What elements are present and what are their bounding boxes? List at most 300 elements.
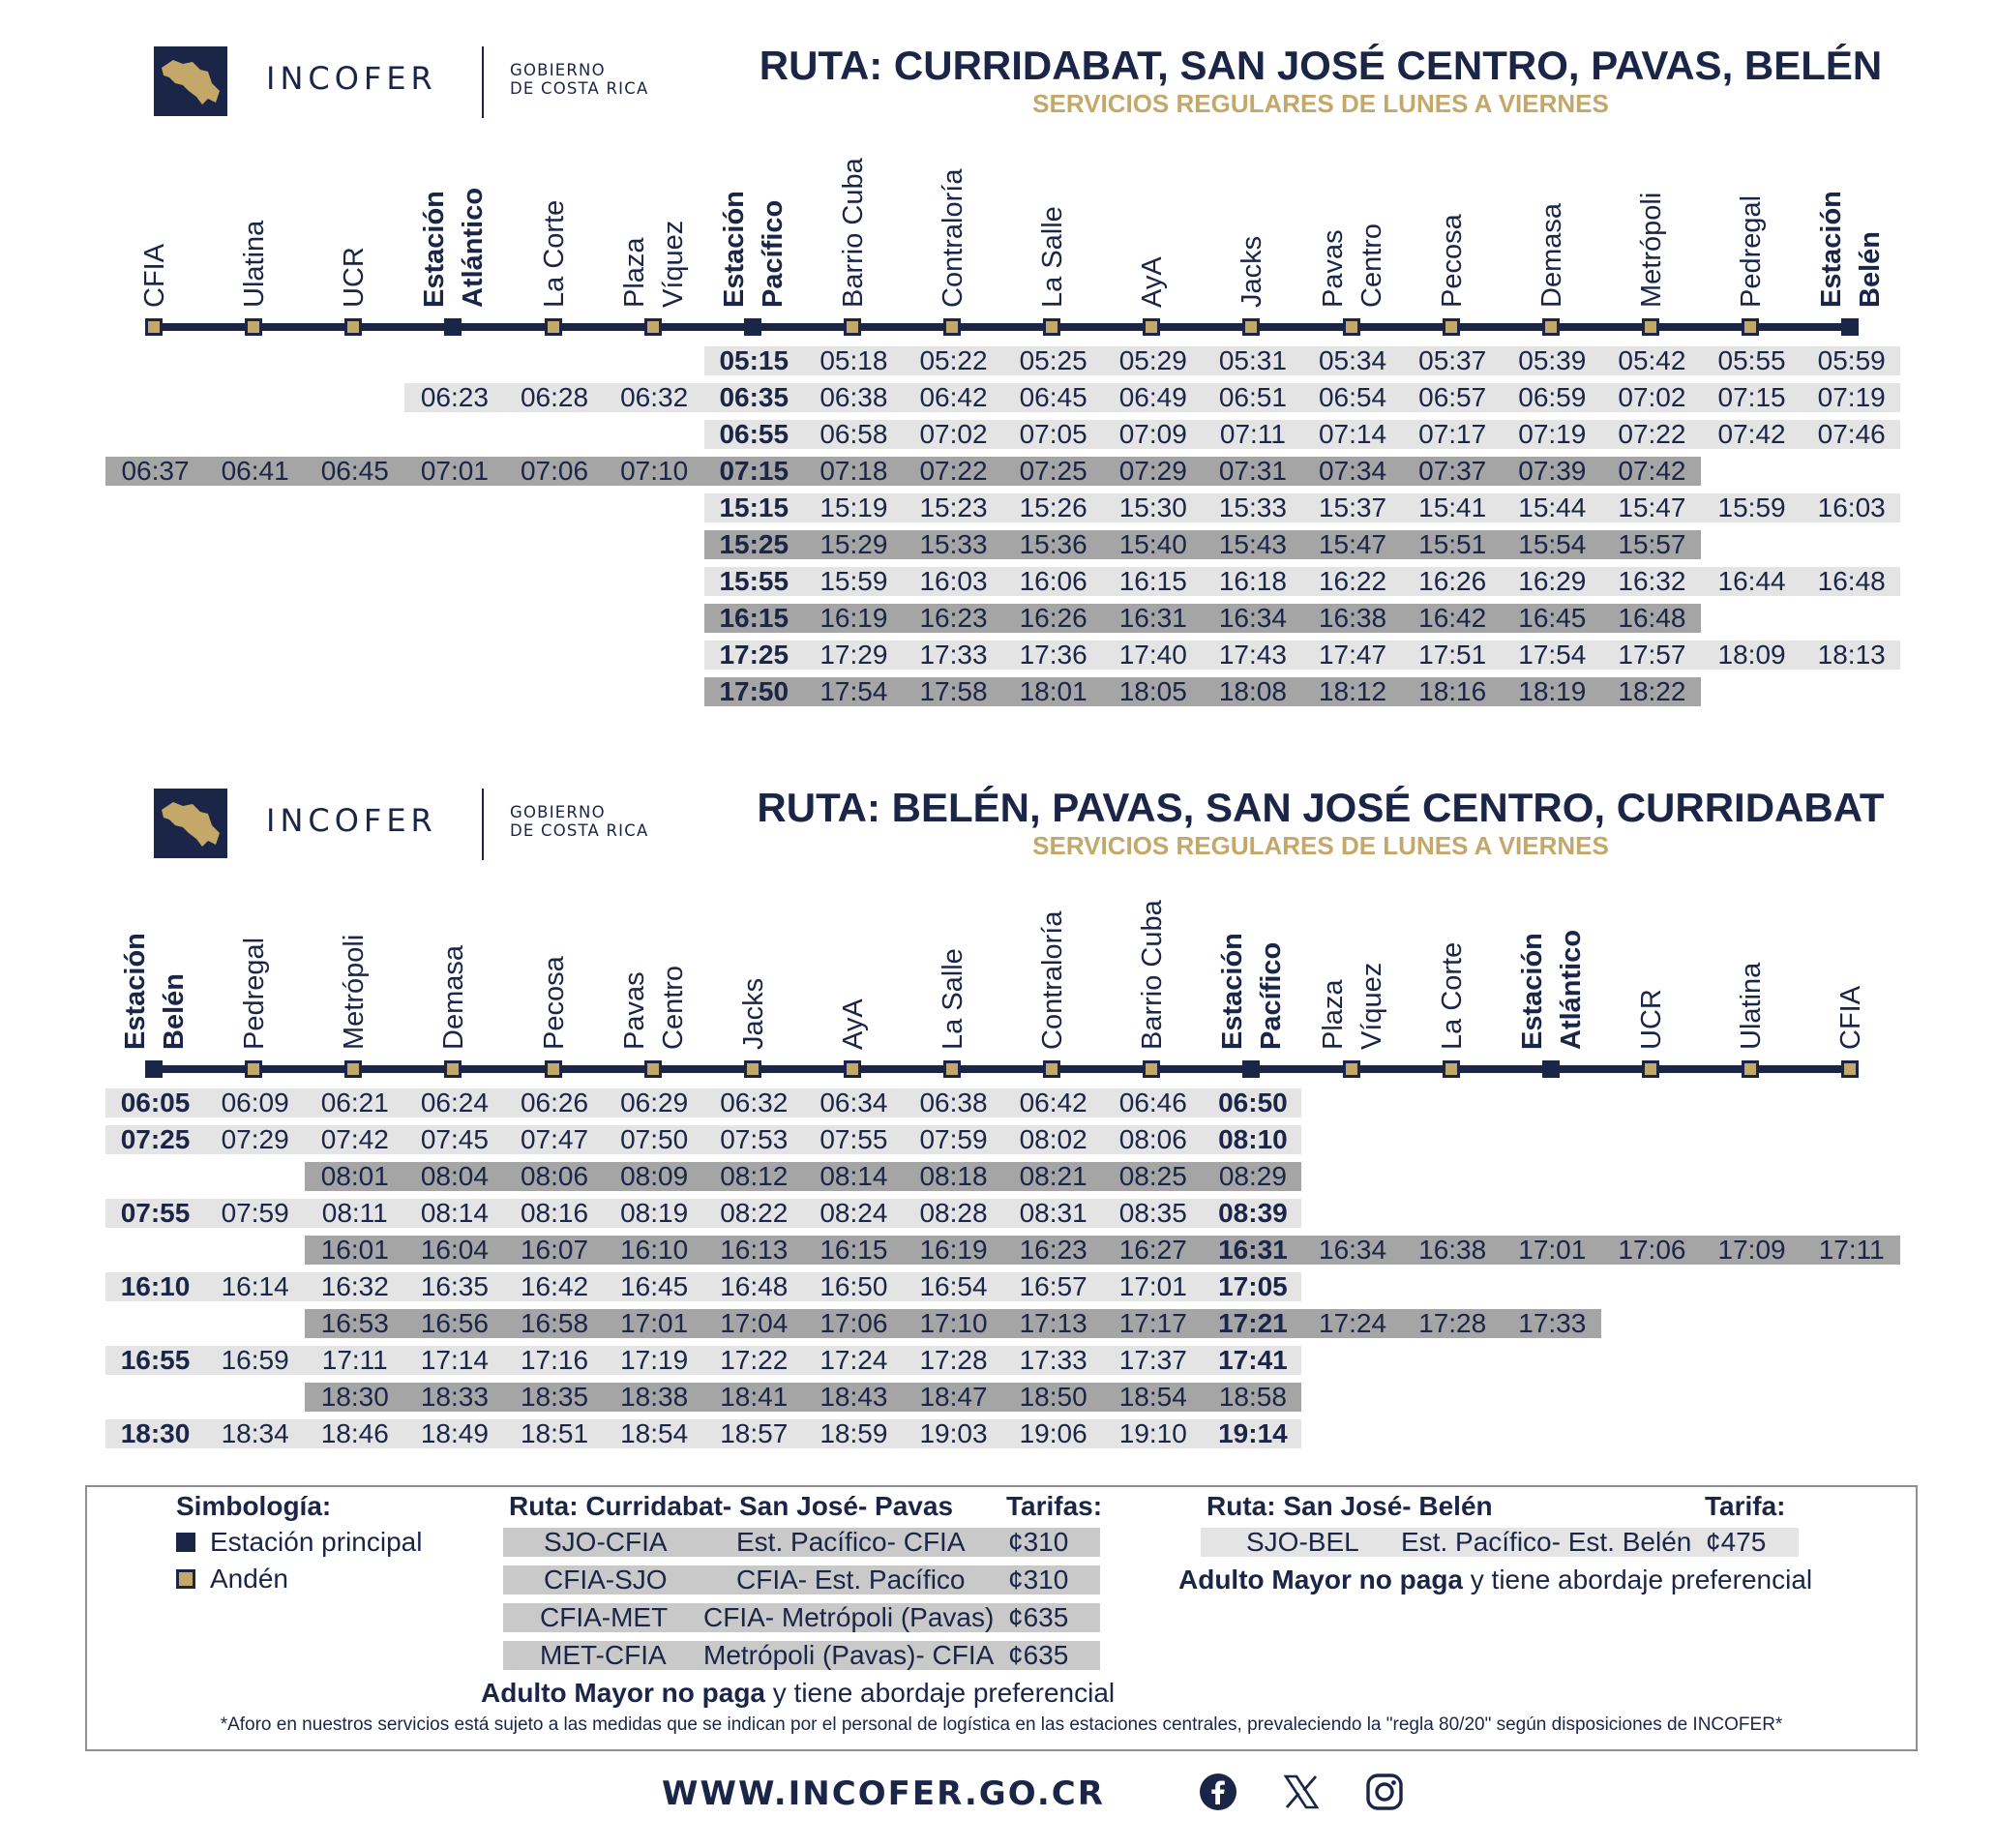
station-label-line: Estación <box>1816 191 1848 308</box>
departure-time: 15:47 <box>1618 492 1686 522</box>
departure-time: 15:59 <box>1717 492 1786 522</box>
main-station-marker <box>444 318 462 336</box>
website-link[interactable]: WWW.INCOFER.GO.CR <box>662 1774 1105 1813</box>
departure-time: 06:32 <box>620 382 689 412</box>
station-label <box>615 966 693 1050</box>
departure-time: 06:21 <box>320 1088 389 1118</box>
departure-time: 17:04 <box>720 1308 789 1338</box>
departure-time: 07:02 <box>1618 382 1686 412</box>
trip-row <box>704 677 1701 706</box>
departure-time: 19:06 <box>1019 1418 1087 1448</box>
legend-main-station: Estación principal <box>210 1527 423 1557</box>
station-label <box>1732 195 1771 308</box>
station-label-line: Jacks <box>737 977 769 1050</box>
station-label-line: Estación <box>718 191 750 308</box>
departure-time: 08:29 <box>1218 1161 1287 1191</box>
departure-time: 18:30 <box>120 1418 191 1448</box>
station-label <box>1314 963 1391 1050</box>
brand-name: INCOFER <box>266 802 437 839</box>
fare-description: Metrópoli (Pavas)- CFIA <box>703 1640 995 1670</box>
fare-description: CFIA- Metrópoli (Pavas) <box>703 1602 995 1632</box>
departure-time: 18:01 <box>1019 676 1087 706</box>
instagram-icon[interactable] <box>1365 1773 1404 1811</box>
departure-time: 16:03 <box>1817 492 1886 522</box>
departure-time: 15:54 <box>1518 529 1587 559</box>
platform-marker <box>844 318 861 336</box>
departure-time: 16:56 <box>420 1308 489 1338</box>
departure-time: 15:57 <box>1618 529 1686 559</box>
departure-time: 17:06 <box>1618 1235 1686 1265</box>
departure-time: 17:47 <box>1318 640 1387 670</box>
trip-row <box>704 567 1900 596</box>
facebook-icon[interactable] <box>1199 1773 1237 1811</box>
route-title: RUTA: BELÉN, PAVAS, SAN JOSÉ CENTRO, CURRIDABAT <box>757 785 1885 830</box>
departure-time: 16:01 <box>320 1235 389 1265</box>
station-label-line: Centro <box>1355 223 1387 308</box>
departure-time: 17:58 <box>919 676 988 706</box>
departure-time: 18:34 <box>221 1418 289 1448</box>
station-label-line: Pecosa <box>538 956 570 1050</box>
station-label-line: Víquez <box>1355 962 1387 1050</box>
fare-price: ¢310 <box>1008 1565 1069 1595</box>
departure-time: 07:19 <box>1518 419 1587 449</box>
departure-time: 19:10 <box>1118 1418 1187 1448</box>
departure-time: 06:37 <box>121 456 190 486</box>
departure-time: 18:35 <box>520 1382 589 1412</box>
senior-note-rest: y tiene abordaje preferencial <box>1463 1565 1813 1595</box>
departure-time: 05:37 <box>1418 345 1487 375</box>
departure-time: 15:26 <box>1019 492 1087 522</box>
departure-time: 06:58 <box>819 419 888 449</box>
station-label-line: Ulatina <box>239 220 271 308</box>
departure-time: 06:51 <box>1218 382 1287 412</box>
trip-row <box>105 1125 1301 1154</box>
station-label <box>116 933 194 1050</box>
departure-time: 18:54 <box>620 1418 689 1448</box>
fare-price: ¢635 <box>1008 1640 1069 1670</box>
departure-time: 17:40 <box>1118 640 1187 670</box>
platform-marker <box>245 1060 262 1078</box>
departure-time: 17:16 <box>520 1345 589 1375</box>
departure-time: 16:19 <box>919 1235 988 1265</box>
departure-time: 18:50 <box>1019 1382 1087 1412</box>
departure-time: 06:38 <box>919 1088 988 1118</box>
station-label-line: Belén <box>159 973 190 1050</box>
departure-time: 05:34 <box>1318 345 1387 375</box>
departure-time: 15:25 <box>719 529 789 559</box>
departure-time: 16:50 <box>819 1271 888 1301</box>
departure-time: 19:14 <box>1218 1418 1288 1448</box>
fares-title: Tarifas: <box>1006 1491 1103 1521</box>
departure-time: 07:39 <box>1518 456 1587 486</box>
departure-time: 17:43 <box>1218 640 1287 670</box>
departure-time: 16:29 <box>1518 566 1587 596</box>
departure-time: 08:16 <box>520 1198 589 1228</box>
departure-time: 07:31 <box>1218 456 1287 486</box>
departure-time: 17:21 <box>1218 1308 1288 1338</box>
fare-code: MET-CFIA <box>540 1640 667 1670</box>
route-subtitle: SERVICIOS REGULARES DE LUNES A VIERNES <box>1032 831 1609 860</box>
platform-marker <box>644 1060 662 1078</box>
departure-time: 06:38 <box>819 382 888 412</box>
departure-time: 16:03 <box>919 566 988 596</box>
departure-time: 08:28 <box>919 1198 988 1228</box>
departure-time: 15:29 <box>819 529 888 559</box>
trip-row <box>105 457 1701 486</box>
departure-time: 16:42 <box>1418 603 1487 633</box>
trip-row <box>305 1383 1301 1412</box>
departure-time: 08:19 <box>620 1198 689 1228</box>
platform-marker <box>545 1060 562 1078</box>
government-line-2: DE COSTA RICA <box>510 79 649 98</box>
departure-time: 18:13 <box>1817 640 1886 670</box>
trip-row <box>704 530 1701 559</box>
station-label <box>235 221 274 308</box>
departure-time: 08:12 <box>720 1161 789 1191</box>
station-label-line: UCR <box>1635 989 1667 1050</box>
station-label-line: Estación <box>1217 933 1249 1050</box>
platform-marker <box>1143 318 1160 336</box>
departure-time: 16:31 <box>1218 1235 1288 1265</box>
departure-time: 06:57 <box>1418 382 1487 412</box>
departure-time: 06:42 <box>919 382 988 412</box>
departure-time: 16:45 <box>620 1271 689 1301</box>
departure-time: 17:37 <box>1118 1345 1187 1375</box>
departure-time: 16:42 <box>520 1271 589 1301</box>
departure-time: 18:49 <box>420 1418 489 1448</box>
station-label <box>1832 986 1870 1050</box>
departure-time: 07:17 <box>1418 419 1487 449</box>
departure-time: 16:35 <box>420 1271 489 1301</box>
departure-time: 16:06 <box>1019 566 1087 596</box>
departure-time: 07:02 <box>919 419 988 449</box>
trip-row <box>704 604 1701 633</box>
departure-time: 18:43 <box>819 1382 888 1412</box>
incofer-logo <box>154 46 227 116</box>
departure-time: 08:01 <box>320 1161 389 1191</box>
departure-time: 18:57 <box>720 1418 789 1448</box>
station-label-line: Estación <box>419 191 451 308</box>
departure-time: 08:24 <box>819 1198 888 1228</box>
station-label <box>1812 191 1890 308</box>
station-label-line: Ulatina <box>1736 962 1768 1050</box>
departure-time: 17:24 <box>1319 1308 1387 1338</box>
departure-time: 16:27 <box>1118 1235 1187 1265</box>
departure-time: 17:14 <box>420 1345 489 1375</box>
departure-time: 16:31 <box>1118 603 1187 633</box>
route-track-line <box>155 323 1850 331</box>
platform-marker <box>1242 318 1260 336</box>
departure-time: 07:34 <box>1319 456 1387 486</box>
platform-marker <box>545 318 562 336</box>
departure-time: 06:41 <box>221 456 289 486</box>
departure-time: 16:19 <box>819 603 888 633</box>
fare-title: Tarifa: <box>1705 1491 1786 1521</box>
platform-marker <box>1143 1060 1160 1078</box>
platform-marker <box>1443 318 1460 336</box>
departure-time: 15:47 <box>1318 529 1387 559</box>
departure-time: 08:39 <box>1218 1198 1288 1228</box>
incofer-logo <box>154 789 227 858</box>
station-label <box>535 200 574 308</box>
platform-marker <box>444 1060 462 1078</box>
platform-marker <box>145 318 163 336</box>
station-label <box>1632 193 1671 308</box>
departure-time: 07:47 <box>520 1124 589 1154</box>
station-label-line: La Salle <box>938 948 969 1050</box>
departure-time: 08:21 <box>1019 1161 1087 1191</box>
departure-time: 07:59 <box>221 1198 289 1228</box>
departure-time: 17:50 <box>719 676 789 706</box>
departure-time: 07:09 <box>1118 419 1187 449</box>
route-title: RUTA: CURRIDABAT, SAN JOSÉ CENTRO, PAVAS, BELÉN <box>759 43 1883 88</box>
departure-time: 07:59 <box>919 1124 988 1154</box>
departure-time: 07:15 <box>719 456 789 486</box>
station-label <box>1433 214 1472 308</box>
departure-time: 16:10 <box>120 1271 191 1301</box>
station-label <box>1732 963 1771 1050</box>
station-label <box>1033 206 1072 308</box>
departure-time: 16:38 <box>1418 1235 1487 1265</box>
departure-time: 07:29 <box>1118 456 1187 486</box>
station-label-line: Demasa <box>1535 203 1567 308</box>
departure-time: 06:46 <box>1118 1088 1187 1118</box>
platform-marker <box>1642 318 1659 336</box>
station-label <box>715 191 792 308</box>
departure-time: 16:15 <box>1118 566 1187 596</box>
departure-time: 15:33 <box>1218 492 1287 522</box>
departure-time: 08:14 <box>420 1198 489 1228</box>
station-label-line: Plaza <box>1317 979 1349 1050</box>
departure-time: 18:59 <box>819 1418 888 1448</box>
departure-time: 07:22 <box>1618 419 1686 449</box>
departure-time: 16:10 <box>620 1235 689 1265</box>
station-label-line: Pacífico <box>1256 941 1288 1050</box>
departure-time: 16:26 <box>1418 566 1487 596</box>
fare-price: ¢310 <box>1008 1527 1069 1557</box>
departure-time: 16:58 <box>520 1308 589 1338</box>
departure-time: 17:54 <box>1518 640 1587 670</box>
departure-time: 15:43 <box>1218 529 1287 559</box>
departure-time: 16:48 <box>1817 566 1886 596</box>
trip-row <box>704 346 1900 375</box>
departure-time: 16:07 <box>520 1235 589 1265</box>
departure-time: 15:36 <box>1019 529 1087 559</box>
departure-time: 06:09 <box>221 1088 289 1118</box>
station-label <box>1314 224 1391 308</box>
route-a-title: Ruta: Curridabat- San José- Pavas <box>509 1491 954 1521</box>
departure-time: 15:19 <box>819 492 888 522</box>
departure-time: 15:44 <box>1518 492 1587 522</box>
legend-title: Simbología: <box>176 1491 332 1521</box>
platform-marker <box>1542 318 1560 336</box>
fare-price: ¢635 <box>1008 1602 1069 1632</box>
departure-time: 16:48 <box>720 1271 789 1301</box>
station-label-line: Víquez <box>657 220 689 308</box>
x-icon[interactable] <box>1282 1773 1321 1811</box>
departure-time: 16:15 <box>719 603 789 633</box>
departure-time: 17:29 <box>819 640 888 670</box>
main-station-marker <box>1542 1060 1560 1078</box>
station-label-line: CFIA <box>1835 985 1867 1050</box>
trip-row <box>305 1162 1301 1191</box>
station-label <box>934 169 972 308</box>
station-label-line: Contraloría <box>1037 910 1069 1050</box>
station-label-line: UCR <box>339 247 371 308</box>
departure-time: 17:11 <box>1818 1235 1885 1265</box>
departure-time: 07:25 <box>120 1124 191 1154</box>
government-line-1: GOBIERNO <box>510 61 606 79</box>
departure-time: 07:15 <box>1717 382 1786 412</box>
platform-marker <box>1742 1060 1759 1078</box>
fare-code: CFIA-MET <box>540 1602 669 1632</box>
departure-time: 05:55 <box>1717 345 1786 375</box>
departure-time: 08:09 <box>620 1161 689 1191</box>
departure-time: 16:32 <box>320 1271 389 1301</box>
departure-time: 06:32 <box>720 1088 789 1118</box>
departure-time: 17:06 <box>819 1308 888 1338</box>
station-label <box>834 158 873 308</box>
capacity-footnote: *Aforo en nuestros servicios está sujeto a las medidas que se indican por el personal de logística en las estaciones centrales, prevaleciendo la "regla 80/20" según disposiciones de INCOFER* <box>220 1714 1783 1735</box>
departure-time: 08:06 <box>520 1161 589 1191</box>
route-track-line <box>155 1065 1850 1073</box>
departure-time: 16:34 <box>1319 1235 1387 1265</box>
brand-divider <box>482 789 484 860</box>
departure-time: 16:53 <box>320 1308 389 1338</box>
departure-time: 15:30 <box>1118 492 1187 522</box>
departure-time: 16:22 <box>1318 566 1387 596</box>
trip-row <box>105 1199 1301 1228</box>
station-label <box>415 188 492 308</box>
platform-symbol-icon <box>176 1569 195 1589</box>
departure-time: 08:04 <box>420 1161 489 1191</box>
departure-time: 06:05 <box>120 1088 191 1118</box>
departure-time: 08:22 <box>720 1198 789 1228</box>
station-label-line: Barrio Cuba <box>837 158 869 308</box>
departure-time: 17:22 <box>720 1345 789 1375</box>
departure-time: 18:16 <box>1418 676 1487 706</box>
departure-time: 17:19 <box>620 1345 689 1375</box>
departure-time: 08:31 <box>1019 1198 1087 1228</box>
trip-row <box>704 641 1900 670</box>
departure-time: 08:18 <box>919 1161 988 1191</box>
departure-time: 06:35 <box>719 382 789 412</box>
station-label-line: AyA <box>837 999 869 1050</box>
station-label-line: La Corte <box>1436 941 1468 1050</box>
departure-time: 18:41 <box>720 1382 789 1412</box>
main-station-marker <box>1841 318 1859 336</box>
station-label-line: Estación <box>120 933 151 1050</box>
departure-time: 16:34 <box>1218 603 1287 633</box>
trip-row <box>105 1272 1301 1301</box>
departure-time: 05:15 <box>719 345 789 375</box>
departure-time: 05:18 <box>819 345 888 375</box>
departure-time: 05:31 <box>1218 345 1287 375</box>
senior-note-bold: Adulto Mayor no paga <box>481 1678 765 1708</box>
main-station-marker <box>744 318 761 336</box>
station-label-line: Estación <box>1516 933 1548 1050</box>
departure-time: 17:25 <box>719 640 789 670</box>
brand-name: INCOFER <box>266 60 437 97</box>
station-label <box>934 948 972 1050</box>
station-label <box>1632 989 1671 1050</box>
platform-marker <box>844 1060 861 1078</box>
departure-time: 16:44 <box>1717 566 1786 596</box>
station-label <box>135 244 174 308</box>
departure-time: 06:24 <box>420 1088 489 1118</box>
departure-time: 18:05 <box>1118 676 1187 706</box>
departure-time: 08:06 <box>1118 1124 1187 1154</box>
trip-row <box>105 1088 1301 1118</box>
station-label-line: Pacífico <box>757 199 789 308</box>
departure-time: 17:10 <box>919 1308 988 1338</box>
departure-time: 07:14 <box>1318 419 1387 449</box>
platform-marker <box>1343 1060 1360 1078</box>
platform-marker <box>744 1060 761 1078</box>
fare-code: SJO-BEL <box>1246 1527 1359 1557</box>
platform-marker <box>1841 1060 1859 1078</box>
platform-marker <box>1642 1060 1659 1078</box>
departure-time: 16:55 <box>120 1345 191 1375</box>
station-label <box>335 935 373 1050</box>
station-label <box>834 999 873 1050</box>
station-label-line: Pedregal <box>1736 194 1768 308</box>
departure-time: 07:50 <box>620 1124 689 1154</box>
route-b-title: Ruta: San José- Belén <box>1207 1491 1493 1521</box>
departure-time: 17:17 <box>1118 1308 1187 1338</box>
trip-row <box>704 493 1900 522</box>
departure-time: 17:05 <box>1218 1271 1288 1301</box>
departure-time: 17:51 <box>1418 640 1487 670</box>
departure-time: 15:59 <box>819 566 888 596</box>
departure-time: 16:26 <box>1019 603 1087 633</box>
platform-marker <box>1443 1060 1460 1078</box>
departure-time: 18:09 <box>1717 640 1786 670</box>
departure-time: 08:10 <box>1218 1124 1288 1154</box>
departure-time: 16:14 <box>221 1271 289 1301</box>
departure-time: 05:29 <box>1118 345 1187 375</box>
station-label-line: Metrópoli <box>1635 192 1667 308</box>
platform-marker <box>1043 318 1060 336</box>
departure-time: 06:50 <box>1218 1088 1288 1118</box>
departure-time: 07:10 <box>620 456 689 486</box>
station-label-line: Demasa <box>438 945 470 1050</box>
station-label-line: AyA <box>1137 256 1169 308</box>
platform-marker <box>1043 1060 1060 1078</box>
departure-time: 18:08 <box>1218 676 1287 706</box>
platform-marker <box>943 1060 961 1078</box>
departure-time: 16:48 <box>1618 603 1686 633</box>
platform-marker <box>344 318 362 336</box>
departure-time: 18:22 <box>1618 676 1686 706</box>
station-label <box>734 978 773 1050</box>
departure-time: 16:18 <box>1218 566 1287 596</box>
station-label-line: Pedregal <box>239 937 271 1050</box>
station-label-line: Belén <box>1855 231 1887 308</box>
departure-time: 16:32 <box>1618 566 1686 596</box>
station-label-line: La Corte <box>538 199 570 308</box>
station-label-line: Pavas <box>618 971 650 1050</box>
departure-time: 05:25 <box>1019 345 1087 375</box>
departure-time: 17:33 <box>1019 1345 1087 1375</box>
departure-time: 07:06 <box>520 456 589 486</box>
departure-time: 06:59 <box>1518 382 1587 412</box>
departure-time: 06:45 <box>320 456 389 486</box>
station-label-line: Contraloría <box>938 168 969 308</box>
departure-time: 07:18 <box>819 456 888 486</box>
fare-code: CFIA-SJO <box>544 1565 668 1595</box>
station-label <box>335 247 373 308</box>
